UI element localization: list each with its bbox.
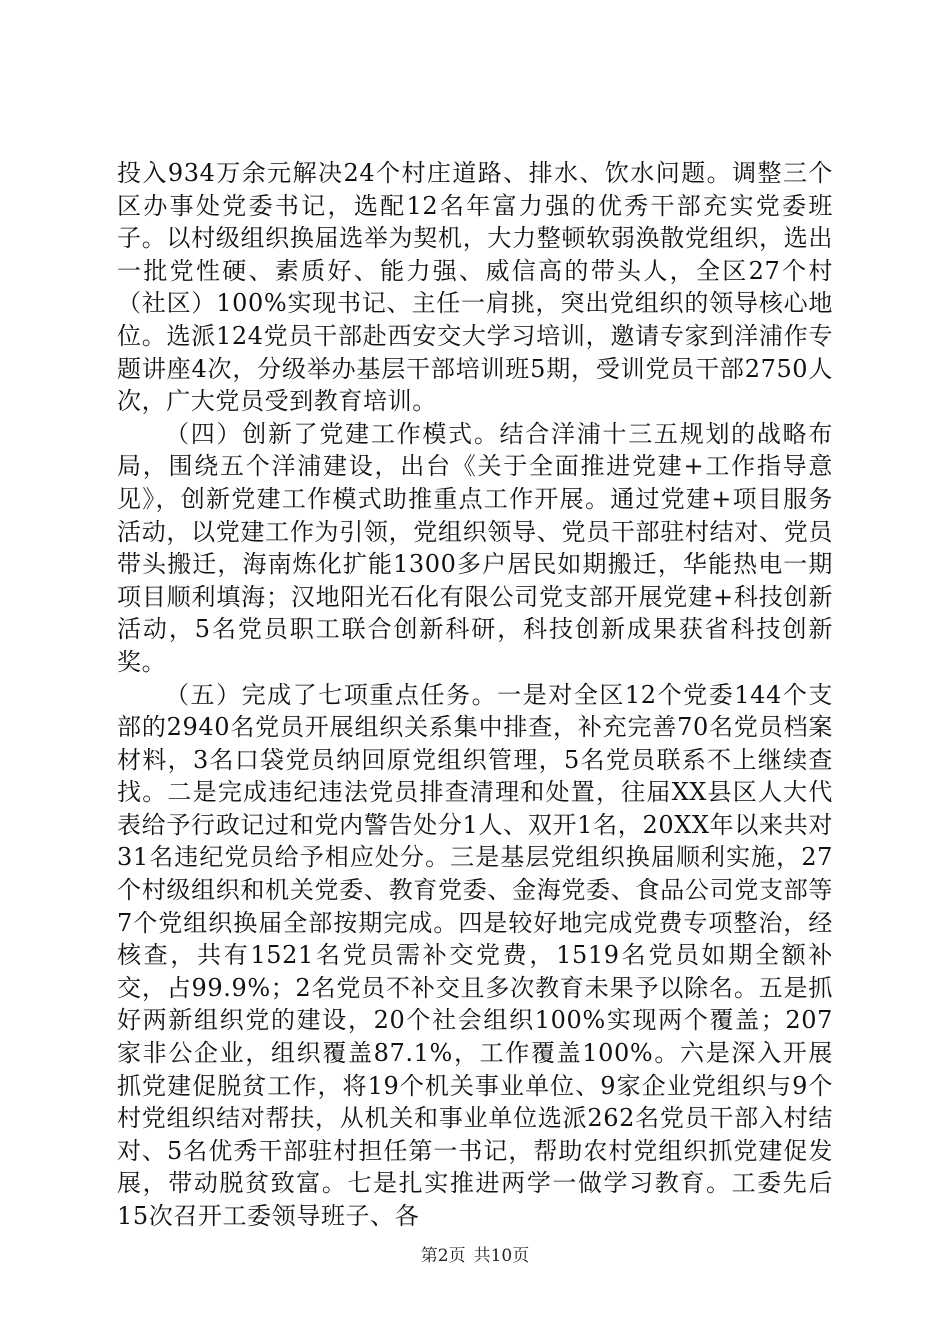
page-footer <box>0 1241 950 1266</box>
paragraph-3: （五）完成了七项重点任务。一是对全区12个党委144个支部的2940名党员开展组织关系集中排查，补充完善70名党员档案材料，3名口袋党员纳回原党组织管理，5名党员联系不上继续查找。二是完成违纪违法党员排查清理和处置，往届XX县区人大代表给予行政记过和党内警告处分1人、双开1名，20XX年以来共对31名违纪党员给予相应处分。三是基层党组织换届顺利实施，27个村级组织和机关党委、教育党委、金海党委、食品公司党支部等7个党组织换届全部按期完成。四是较好地完成党费专项整治，经核查，共有1521名党员需补交党费，1519名党员如期全额补交，占99.9%；2名党员不补交且多次教育未果予以除名。五是抓好两新组织党的建设，20个社会组织100%实现两个覆盖；207家非公企业，组织覆盖87.1%，工作覆盖100%。六是深入开展抓党建促脱贫工作，将19个机关事业单位、9家企业党组织与9个村党组织结对帮扶，从机关和事业单位选派262名党员干部入村结对、5名优秀干部驻村担任第一书记，帮助农村党组织抓党建促发展，带动脱贫致富。七是扎实推进两学一做学习教育。工委先后15次召开工委领导班子、各 <box>117 680 833 1230</box>
paragraph-2: （四）创新了党建工作模式。结合洋浦十三五规划的战略布局，围绕五个洋浦建设，出台《关于全面推进党建+工作指导意见》，创新党建工作模式助推重点工作开展。通过党建+项目服务活动，以党建工作为引领，党组织领导、党员干部驻村结对、党员带头搬迁，海南炼化扩能1300多户居民如期搬迁，华能热电一期项目顺利填海；汉地阳光石化有限公司党支部开展党建+科技创新活动，5名党员职工联合创新科研，科技创新成果获省科技创新奖。 <box>117 419 833 676</box>
page-number: 第2页 <box>420 1246 466 1266</box>
document-body <box>117 157 833 1233</box>
paragraph-1: 投入934万余元解决24个村庄道路、排水、饮水问题。调整三个区办事处党委书记，选配12名年富力强的优秀干部充实党委班子。以村级组织换届选举为契机，大力整顿软弱涣散党组织，选出一批党性硬、素质好、能力强、威信高的带头人，全区27个村（社区）100%实现书记、主任一肩挑，突出党组织的领导核心地位。选派124党员干部赴西安交大学习培训，邀请专家到洋浦作专题讲座4次，分级举办基层干部培训班5期，受训党员干部2750人次，广大党员受到教育培训。 <box>117 159 833 416</box>
page-total: 共10页 <box>473 1246 530 1266</box>
